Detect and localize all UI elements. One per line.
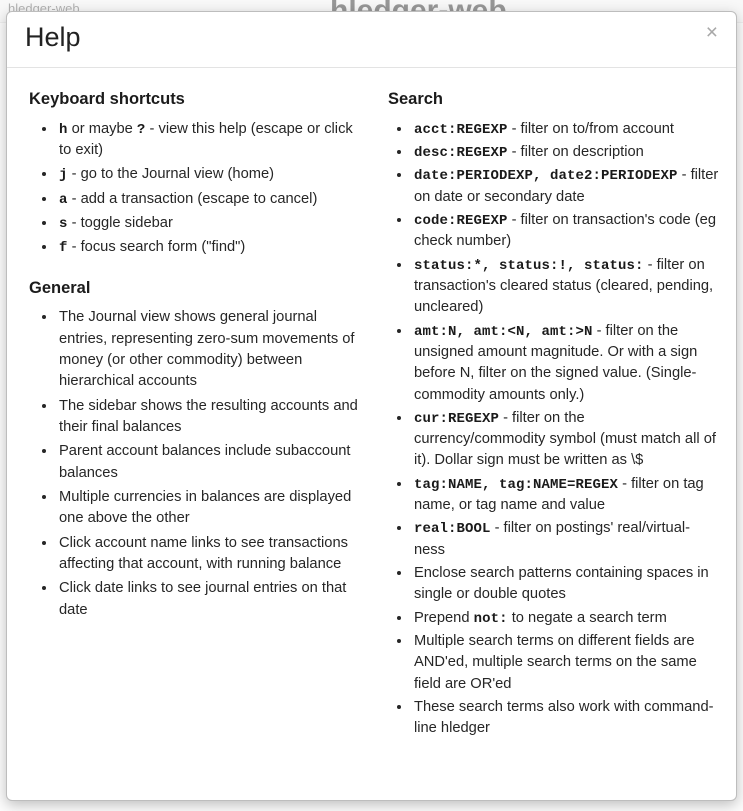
list-item bbox=[412, 321, 720, 406]
shortcut-key: s bbox=[59, 216, 68, 233]
shortcut-key: h bbox=[59, 121, 68, 138]
list-item bbox=[412, 518, 720, 561]
search-description: - filter on postings' real/virtual-ness bbox=[413, 520, 691, 558]
shortcut-description: - add a transaction (escape to cancel) bbox=[67, 190, 318, 207]
search-query-term: tag:NAME, tag:NAME=REGEX bbox=[413, 476, 619, 493]
list-item bbox=[57, 164, 364, 185]
search-description: - filter on the unsigned amount magnitude. Or with a sign before N, filter on the signed value. (Single-commodity amounts only.) bbox=[413, 322, 698, 403]
search-query-term: acct:REGEXP bbox=[413, 121, 508, 138]
list-item bbox=[412, 255, 720, 319]
shortcut-key: a bbox=[59, 191, 68, 208]
search-description: - filter on transaction's code (eg check number) bbox=[413, 212, 717, 250]
search-description: - filter on tag name, or tag name and value bbox=[413, 475, 704, 514]
shortcut-description: - view this help (escape or click to exit) bbox=[59, 120, 353, 159]
list-item bbox=[412, 631, 720, 695]
shortcut-key-alt: ? bbox=[136, 121, 146, 138]
shortcut-key: f bbox=[59, 240, 68, 257]
shortcut-key: j bbox=[59, 167, 68, 184]
help-column-left bbox=[23, 84, 374, 801]
list-item bbox=[412, 165, 720, 208]
search-query-term: amt:N, amt:<N, amt:>N bbox=[413, 323, 593, 340]
search-description-pre: Prepend bbox=[413, 609, 474, 626]
list-item bbox=[57, 213, 364, 234]
list-item bbox=[412, 474, 720, 517]
shortcut-description: - go to the Journal view (home) bbox=[67, 166, 275, 183]
search-description: - filter on to/from account bbox=[507, 120, 675, 137]
search-description: - filter on date or secondary date bbox=[413, 167, 719, 205]
close-icon[interactable]: × bbox=[702, 20, 722, 45]
search-heading: Search bbox=[387, 90, 444, 108]
search-description: to negate a search term bbox=[507, 609, 667, 626]
list-item bbox=[412, 119, 720, 140]
search-query-term: real:BOOL bbox=[413, 521, 491, 538]
keyboard-shortcuts-heading: Keyboard shortcuts bbox=[29, 90, 185, 108]
search-description: These search terms also work with command-line hledger bbox=[413, 698, 714, 737]
dialog-title: Help bbox=[25, 22, 81, 52]
list-item: • Click account name links to see transactions affecting that account, with running balance bbox=[57, 533, 364, 576]
list-item bbox=[412, 210, 720, 253]
list-item: • Parent account balances include subaccount balances bbox=[57, 441, 364, 484]
search-description: - filter on transaction's cleared status (cleared, pending, uncleared) bbox=[413, 256, 714, 316]
shortcut-description: - toggle sidebar bbox=[67, 215, 173, 232]
list-item: • The sidebar shows the resulting accounts and their final balances bbox=[57, 396, 364, 439]
list-item: • Multiple currencies in balances are displayed one above the other bbox=[57, 487, 364, 530]
search-description: Multiple search terms on different fields are AND'ed, multiple search terms on the same field are OR'ed bbox=[413, 632, 697, 692]
list-item bbox=[57, 237, 364, 258]
general-help-list bbox=[23, 307, 364, 620]
shortcut-description: - focus search form ("find") bbox=[67, 239, 246, 256]
list-item bbox=[412, 142, 720, 163]
search-help-list bbox=[382, 119, 720, 740]
search-query-term: not: bbox=[473, 610, 508, 627]
shortcut-conjunction: or maybe bbox=[67, 120, 137, 137]
help-column-right bbox=[374, 84, 720, 801]
list-item: • Click date links to see journal entries on that date bbox=[57, 578, 364, 621]
list-item: • The Journal view shows general journal entries, representing zero-sum movements of money (or other commodity) between hierarchical accounts bbox=[57, 307, 364, 392]
search-query-term: cur:REGEXP bbox=[413, 410, 499, 427]
list-item bbox=[412, 697, 720, 740]
list-item bbox=[412, 408, 720, 472]
help-dialog bbox=[6, 11, 737, 801]
search-description: Enclose search patterns containing spaces in single or double quotes bbox=[413, 565, 709, 603]
list-item bbox=[412, 608, 720, 629]
list-item bbox=[57, 119, 364, 162]
list-item bbox=[57, 189, 364, 210]
search-query-term: date:PERIODEXP, date2:PERIODEXP bbox=[413, 168, 678, 185]
search-description: - filter on the currency/commodity symbol (must match all of it). Dollar sign must be written as \$ bbox=[413, 409, 716, 469]
keyboard-shortcuts-list bbox=[23, 119, 364, 259]
general-heading: General bbox=[29, 278, 91, 297]
list-item bbox=[412, 563, 720, 606]
search-query-term: status:*, status:!, status: bbox=[413, 257, 644, 274]
search-query-term: code:REGEXP bbox=[413, 213, 508, 230]
search-query-term: desc:REGEXP bbox=[413, 145, 508, 162]
dialog-body bbox=[7, 68, 736, 801]
search-description: - filter on description bbox=[507, 144, 644, 161]
dialog-header bbox=[7, 12, 736, 68]
